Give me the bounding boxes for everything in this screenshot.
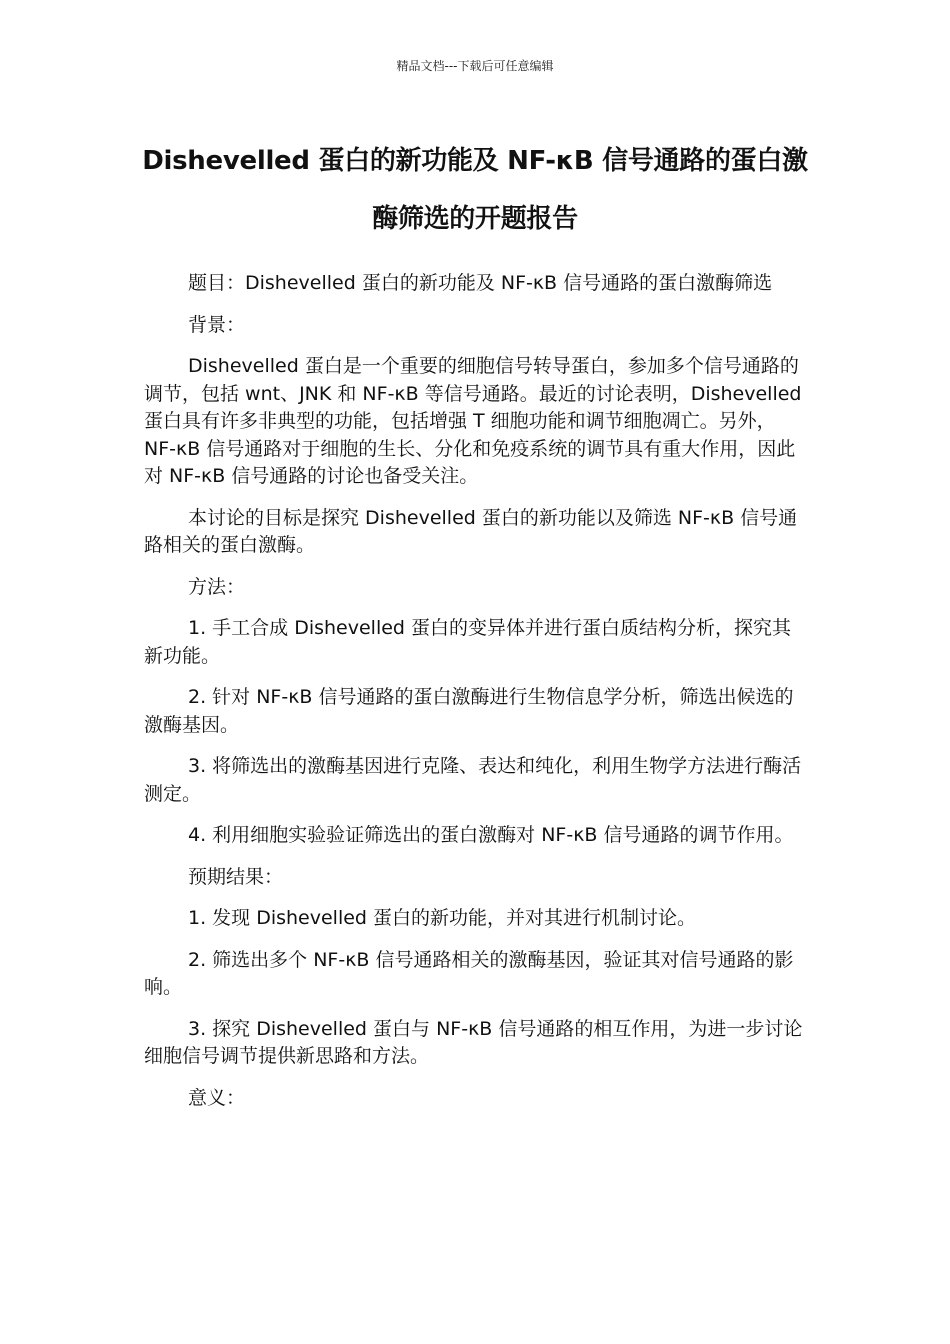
method-item-1: 1. 手工合成 Dishevelled 蛋白的变异体并进行蛋白质结构分析，探究其新功能。 bbox=[144, 617, 792, 667]
method-item-3: 3. 将筛选出的激酶基因进行克隆、表达和纯化，利用生物学方法进行酶活测定。 bbox=[144, 755, 802, 805]
heading-background: 背景： bbox=[188, 313, 246, 336]
heading-expected-results: 预期结果： bbox=[188, 865, 284, 888]
page-header: 精品文档---下载后可任意编辑 bbox=[396, 59, 554, 73]
paragraph-goal: 本讨论的目标是探究 Dishevelled 蛋白的新功能以及筛选 NF-κB 信号通路相关的蛋白激酶。 bbox=[144, 506, 798, 556]
result-item-1: 1. 发现 Dishevelled 蛋白的新功能，并对其进行机制讨论。 bbox=[188, 907, 697, 929]
heading-methods: 方法： bbox=[188, 575, 246, 598]
document-title: Dishevelled 蛋白的新功能及 NF-κB 信号通路的蛋白激酶筛选的开题报告 bbox=[142, 146, 808, 234]
method-item-2: 2. 针对 NF-κB 信号通路的蛋白激酶进行生物信息学分析，筛选出候选的激酶基因。 bbox=[144, 686, 794, 736]
result-item-2: 2. 筛选出多个 NF-κB 信号通路相关的激酶基因，验证其对信号通路的影响。 bbox=[144, 948, 794, 998]
document-body bbox=[144, 270, 806, 1126]
paragraph-background: Dishevelled 蛋白是一个重要的细胞信号转导蛋白，参加多个信号通路的调节，包括 wnt、JNK 和 NF-κB 等信号通路。最近的讨论表明，Dishevelled 蛋白具有许多非典型的功能，包括增强 T 细胞功能和调节细胞凋亡。另外，NF-κB 信号通路对于细胞的生长、分化和免疫系统的调节具有重大作用，因此对 NF-κB 信号通路的讨论也备受关注。 bbox=[144, 355, 802, 487]
method-item-4: 4. 利用细胞实验验证筛选出的蛋白激酶对 NF-κB 信号通路的调节作用。 bbox=[188, 824, 794, 846]
result-item-3: 3. 探究 Dishevelled 蛋白与 NF-κB 信号通路的相互作用，为进一步讨论细胞信号调节提供新思路和方法。 bbox=[144, 1017, 803, 1067]
heading-significance: 意义： bbox=[188, 1086, 246, 1109]
paragraph-topic: 题目：Dishevelled 蛋白的新功能及 NF-κB 信号通路的蛋白激酶筛选 bbox=[188, 272, 773, 294]
